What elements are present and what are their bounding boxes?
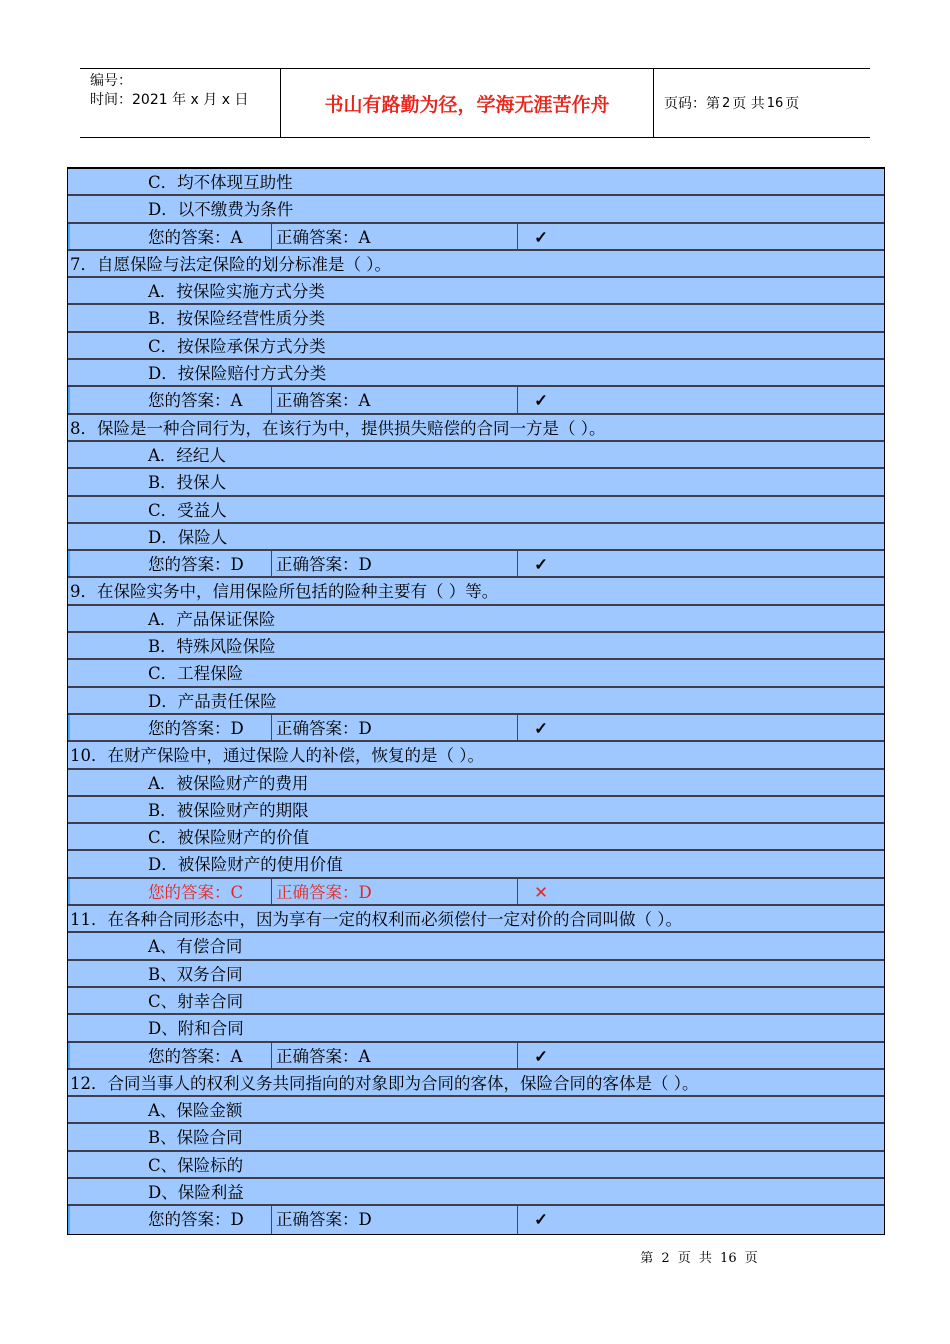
question-stem: 7．自愿保险与法定保险的划分标准是（ ）。 <box>68 251 884 278</box>
your-answer: 您的答案：D <box>68 715 272 740</box>
your-answer: 您的答案：A <box>68 1043 272 1068</box>
number-label: 编号： <box>90 73 132 89</box>
document-header <box>80 68 870 138</box>
option-item: D．产品责任保险 <box>68 688 884 715</box>
option-item: C．受益人 <box>68 497 884 524</box>
option-item: D、保险利益 <box>68 1179 884 1206</box>
correct-answer: 正确答案：D <box>272 879 518 904</box>
question-table <box>67 167 885 1235</box>
your-answer: 您的答案：A <box>68 224 272 249</box>
correct-answer: 正确答案：D <box>272 551 518 576</box>
option-item: C．按保险承保方式分类 <box>68 333 884 360</box>
page-prefix: 页码：第 <box>664 96 720 112</box>
your-answer: 您的答案：D <box>68 1206 272 1233</box>
option-item: C．均不体现互助性 <box>68 169 884 196</box>
header-motto: 书山有路勤为径，学海无涯苦作舟 <box>281 69 654 137</box>
question-stem: 11．在各种合同形态中，因为享有一定的权利而必须偿付一定对价的合同叫做（ ）。 <box>68 906 884 933</box>
option-item: D．保险人 <box>68 524 884 551</box>
question-stem: 8．保险是一种合同行为，在该行为中，提供损失赔偿的合同一方是（ ）。 <box>68 415 884 442</box>
cross-icon: ✕ <box>534 882 548 902</box>
option-item: C、保险标的 <box>68 1152 884 1179</box>
option-item: A．经纪人 <box>68 442 884 469</box>
page-footer: 第 2 页 共 16 页 <box>640 1251 758 1266</box>
time-label: 时间：2021 年 x 月 x 日 <box>90 92 249 108</box>
question-stem: 12．合同当事人的权利义务共同指向的对象即为合同的客体，保险合同的客体是（ ）。 <box>68 1070 884 1097</box>
correct-answer: 正确答案：A <box>272 224 518 249</box>
answer-row <box>68 879 884 906</box>
question-stem: 10．在财产保险中，通过保险人的补偿，恢复的是（ ）。 <box>68 742 884 769</box>
check-icon: ✓ <box>534 1210 548 1230</box>
header-page-number <box>654 69 870 137</box>
option-item: B、双务合同 <box>68 961 884 988</box>
option-item: A、有偿合同 <box>68 933 884 960</box>
option-item: D．按保险赔付方式分类 <box>68 360 884 387</box>
option-item: C．工程保险 <box>68 660 884 687</box>
header-meta <box>80 69 281 137</box>
check-icon: ✓ <box>534 718 548 738</box>
answer-row <box>68 1043 884 1070</box>
check-icon: ✓ <box>534 1046 548 1066</box>
your-answer: 您的答案：C <box>68 879 272 904</box>
page-current: 2 <box>722 95 731 111</box>
option-item: C、射幸合同 <box>68 988 884 1015</box>
correct-answer: 正确答案：A <box>272 387 518 412</box>
option-item: B、保险合同 <box>68 1124 884 1151</box>
option-item: A．按保险实施方式分类 <box>68 278 884 305</box>
page-suffix: 页 <box>785 96 800 112</box>
option-item: B．投保人 <box>68 469 884 496</box>
answer-row <box>68 715 884 742</box>
check-icon: ✓ <box>534 227 548 247</box>
correct-answer: 正确答案：A <box>272 1043 518 1068</box>
option-item: B．被保险财产的期限 <box>68 797 884 824</box>
option-item: A、保险金额 <box>68 1097 884 1124</box>
page-total: 16 <box>766 95 784 111</box>
option-item: B．按保险经营性质分类 <box>68 305 884 332</box>
correct-answer: 正确答案：D <box>272 715 518 740</box>
option-item: D．以不缴费为条件 <box>68 196 884 223</box>
page-mid: 页 共 <box>732 96 765 112</box>
answer-row <box>68 551 884 578</box>
answer-row <box>68 224 884 251</box>
option-item: B．特殊风险保险 <box>68 633 884 660</box>
option-item: D．被保险财产的使用价值 <box>68 851 884 878</box>
correct-answer: 正确答案：D <box>272 1206 518 1233</box>
option-item: A．被保险财产的费用 <box>68 770 884 797</box>
option-item: C．被保险财产的价值 <box>68 824 884 851</box>
check-icon: ✓ <box>534 391 548 411</box>
your-answer: 您的答案：D <box>68 551 272 576</box>
answer-row <box>68 1206 884 1233</box>
option-item: D、附和合同 <box>68 1015 884 1042</box>
answer-row <box>68 387 884 414</box>
your-answer: 您的答案：A <box>68 387 272 412</box>
check-icon: ✓ <box>534 555 548 575</box>
question-stem: 9．在保险实务中，信用保险所包括的险种主要有（ ）等。 <box>68 578 884 605</box>
option-item: A．产品保证保险 <box>68 606 884 633</box>
